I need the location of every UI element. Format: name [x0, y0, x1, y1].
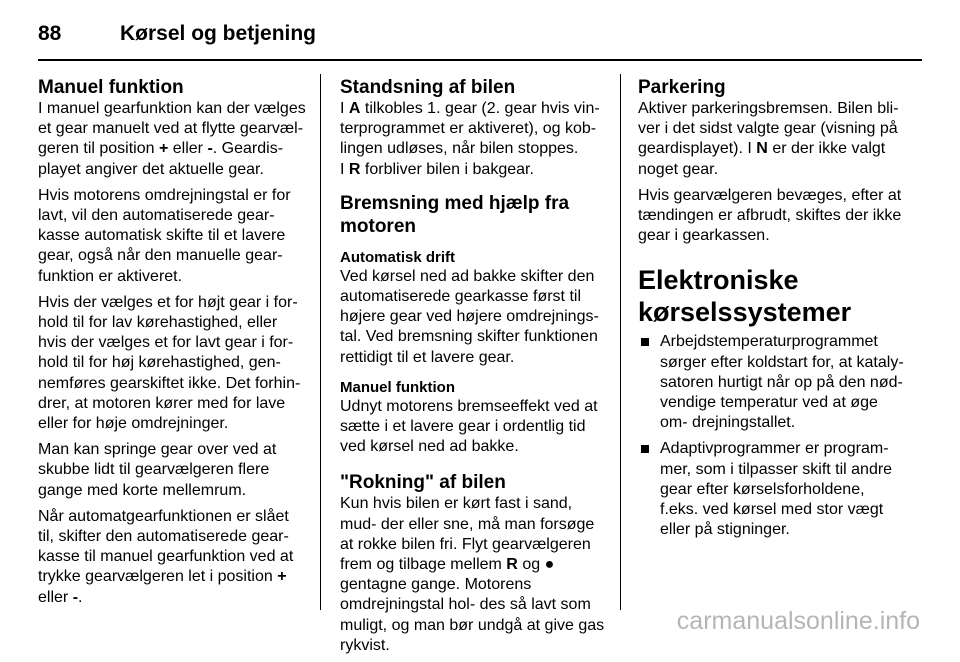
section-heading: Manuel funktion: [38, 77, 184, 98]
section-heading: Standsning af bilen: [340, 77, 516, 98]
list-item: Arbejdstemperaturprogrammet sørger efter koldstart for, at kataly- satoren hurtigt når op på den nød- vendige temperatur ved at øge om- drejningstallet.: [638, 332, 904, 433]
list-item: Adaptivprogrammer er program- mer, som i tilpasser skift til andre gear efter kørselsforholdene, f.eks. ved kørsel med stor vægt eller på stigninger.: [638, 439, 904, 540]
paragraph: Udnyt motorens bremseeffekt ved at sætte i et lavere gear i ordentlig tid ved kørsel ned ad bakke.: [340, 397, 598, 456]
paragraph: Kun hvis bilen er kørt fast i sand, mud- der eller sne, må man forsøge at rokke bilen fri. Flyt gearvælgeren frem og tilbage mellem R og ● gentagne gange. Motorens omdrejningstal hol- des så lavt som muligt, og man bør undgå at give gas rykvist.: [340, 495, 605, 654]
header-rule: [38, 59, 922, 61]
page-header: [38, 14, 316, 54]
paragraph: Aktiver parkeringsbremsen. Bilen bli- ver i det sidst valgte gear (visning på geardisplayet). I N er der ikke valgt noget gear.: [638, 100, 899, 178]
bullet-list: [638, 332, 904, 540]
neutral-dot-icon: ●: [544, 556, 555, 574]
chapter-heading: Elektroniske kørselssystemer: [638, 265, 852, 328]
column-1: [38, 76, 308, 614]
subsection-heading: Manuel funktion: [340, 378, 455, 396]
column-divider: [620, 74, 621, 610]
bullet-icon: [641, 445, 649, 453]
bullet-icon: [641, 338, 649, 346]
column-3: [638, 76, 904, 546]
paragraph: Når automatgearfunktionen er slået til, skifter den automatiserede gear- kasse til manuel gearfunktion ved at trykke gearvælgeren let i position + eller -.: [38, 507, 294, 606]
column-2: [340, 76, 608, 662]
section-heading: Parkering: [638, 77, 726, 98]
page-title: Kørsel og betjening: [120, 22, 317, 45]
paragraph: Hvis motorens omdrejningstal er for lavt, vil den automatiserede gear- kasse automatisk skifte til et lavere gear, også når den manuelle gear- funktion er aktiveret.: [38, 186, 291, 285]
paragraph: Ved kørsel ned ad bakke skifter den automatiserede gearkasse først til højere gear ved højere omdrejnings- tal. Ved bremsning skifter funktionen rettidigt til et lavere gear.: [340, 267, 599, 366]
paragraph: I R forbliver bilen i bakgear.: [340, 160, 534, 178]
watermark: carmanualsonline.info: [676, 607, 920, 635]
section-heading: Bremsning med hjælp fra motoren: [340, 192, 570, 237]
paragraph: I manuel gearfunktion kan der vælges et gear manuelt ved at flytte gearvæl- geren til position + eller -. Geardis- playet angiver det aktuelle gear.: [38, 100, 306, 178]
section-heading: "Rokning" af bilen: [340, 472, 506, 494]
page-number: 88: [38, 22, 62, 45]
paragraph: Hvis gearvælgeren bevæges, efter at tændingen er afbrudt, skiftes der ikke gear i gearkassen.: [638, 186, 902, 245]
paragraph: I A tilkobles 1. gear (2. gear hvis vin- terprogrammet er aktiveret), og kob- lingen udløses, når bilen stoppes.: [340, 100, 600, 158]
column-divider: [320, 74, 321, 610]
paragraph: Hvis der vælges et for højt gear i for- hold til for lav kørehastighed, eller hvis der vælges et for lavt gear i for- hold til for høj kørehastighed, gen- nemføres gearskiftet ikke. Det forhin- drer, at motoren kører med for lave eller for høje omdrejninger.: [38, 293, 301, 433]
subsection-heading: Automatisk drift: [340, 248, 456, 266]
paragraph: Man kan springe gear over ved at skubbe lidt til gearvælgeren flere gange med korte mellemrum.: [38, 441, 277, 499]
